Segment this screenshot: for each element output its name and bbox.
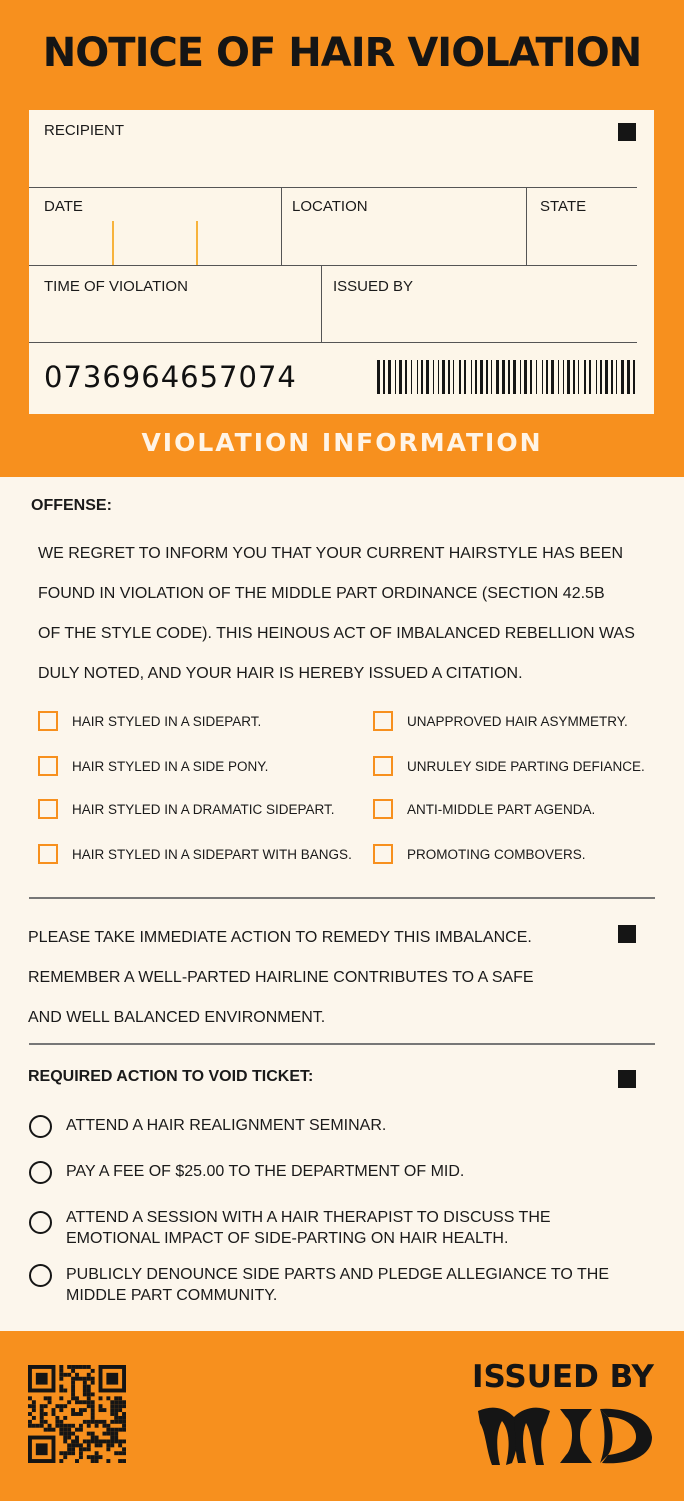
- ticket-footer: [0, 1331, 684, 1501]
- ticket-number: 0736964657074: [44, 360, 297, 394]
- option-label: ATTEND A SESSION WITH A HAIR THERAPIST TO DISCUSS THE EMOTIONAL IMPACT OF SIDE-PARTING ON HAIR HEALTH.: [66, 1209, 551, 1247]
- ticket-header: [0, 0, 684, 477]
- divider: [29, 187, 637, 188]
- radio-button[interactable]: [29, 1211, 52, 1234]
- checkbox-label: UNAPPROVED HAIR ASYMMETRY.: [407, 713, 628, 729]
- paragraph-line: OF THE STYLE CODE). THIS HEINOUS ACT OF IMBALANCED REBELLION WAS: [38, 625, 635, 642]
- checkbox-item[interactable]: [373, 711, 628, 731]
- paragraph-line: WE REGRET TO INFORM YOU THAT YOUR CURRENT HAIRSTYLE HAS BEEN: [38, 545, 623, 562]
- state-label: STATE: [540, 198, 587, 215]
- divider: [281, 187, 282, 265]
- checkbox-item[interactable]: [38, 844, 352, 864]
- notice-line: PLEASE TAKE IMMEDIATE ACTION TO REMEDY THIS IMBALANCE.: [28, 929, 532, 946]
- checkbox[interactable]: [38, 756, 58, 776]
- action-option[interactable]: [29, 1161, 646, 1184]
- checkbox-item[interactable]: [373, 756, 645, 776]
- checkbox-item[interactable]: [38, 799, 335, 819]
- option-label: PUBLICLY DENOUNCE SIDE PARTS AND PLEDGE ALLEGIANCE TO THE MIDDLE PART COMMUNITY.: [66, 1266, 609, 1304]
- checkbox-label: HAIR STYLED IN A DRAMATIC SIDEPART.: [72, 801, 335, 817]
- checkbox[interactable]: [373, 799, 393, 819]
- divider: [321, 265, 322, 342]
- date-separator: [112, 221, 114, 265]
- checkbox[interactable]: [38, 799, 58, 819]
- corner-square-icon: [618, 123, 636, 141]
- square-icon: [618, 925, 636, 943]
- option-label: ATTEND A HAIR REALIGNMENT SEMINAR.: [66, 1117, 387, 1134]
- square-icon: [618, 1070, 636, 1088]
- date-label: DATE: [44, 198, 83, 215]
- mid-logo: [474, 1403, 656, 1469]
- checkbox-label: HAIR STYLED IN A SIDE PONY.: [72, 758, 269, 774]
- notice-text: [28, 918, 534, 1038]
- page-title: NOTICE OF HAIR VIOLATION: [42, 30, 642, 76]
- checkbox-item[interactable]: [373, 844, 586, 864]
- barcode-icon: [377, 360, 637, 394]
- action-option[interactable]: [29, 1207, 646, 1249]
- checkbox[interactable]: [373, 844, 393, 864]
- required-action-label: REQUIRED ACTION TO VOID TICKET:: [28, 1068, 314, 1085]
- recipient-label: RECIPIENT: [44, 122, 125, 139]
- checkbox[interactable]: [373, 756, 393, 776]
- location-label: LOCATION: [292, 198, 368, 215]
- action-option[interactable]: [29, 1115, 646, 1138]
- checkbox-label: PROMOTING COMBOVERS.: [407, 846, 586, 862]
- qr-code-icon: [28, 1365, 126, 1463]
- checkbox-label: UNRULEY SIDE PARTING DEFIANCE.: [407, 758, 645, 774]
- divider: [29, 897, 655, 899]
- checkbox-label: HAIR STYLED IN A SIDEPART WITH BANGS.: [72, 846, 352, 862]
- divider: [29, 342, 637, 343]
- paragraph-line: DULY NOTED, AND YOUR HAIR IS HEREBY ISSUED A CITATION.: [38, 665, 523, 682]
- ticket-form: [29, 110, 654, 414]
- section-heading: VIOLATION INFORMATION: [141, 428, 543, 457]
- action-option[interactable]: [29, 1264, 646, 1306]
- date-separator: [196, 221, 198, 265]
- checkbox[interactable]: [38, 844, 58, 864]
- issued-by-title: ISSUED BY: [471, 1359, 654, 1395]
- option-label: PAY A FEE OF $25.00 TO THE DEPARTMENT OF MID.: [66, 1163, 465, 1180]
- divider: [29, 1043, 655, 1045]
- notice-line: REMEMBER A WELL-PARTED HAIRLINE CONTRIBUTES TO A SAFE: [28, 969, 534, 986]
- checkbox-item[interactable]: [38, 711, 261, 731]
- paragraph-line: FOUND IN VIOLATION OF THE MIDDLE PART ORDINANCE (SECTION 42.5B: [38, 585, 605, 602]
- checkbox[interactable]: [38, 711, 58, 731]
- divider: [526, 187, 527, 265]
- offense-label: OFFENSE:: [31, 497, 112, 514]
- divider: [29, 265, 637, 266]
- notice-line: AND WELL BALANCED ENVIRONMENT.: [28, 1009, 326, 1026]
- issued-by-label: ISSUED BY: [333, 278, 414, 295]
- radio-button[interactable]: [29, 1264, 52, 1287]
- checkbox[interactable]: [373, 711, 393, 731]
- radio-button[interactable]: [29, 1161, 52, 1184]
- offense-paragraph: [38, 534, 648, 694]
- checkbox-item[interactable]: [373, 799, 595, 819]
- checkbox-label: ANTI-MIDDLE PART AGENDA.: [407, 801, 596, 817]
- time-label: TIME OF VIOLATION: [44, 278, 188, 295]
- radio-button[interactable]: [29, 1115, 52, 1138]
- checkbox-item[interactable]: [38, 756, 268, 776]
- checkbox-label: HAIR STYLED IN A SIDEPART.: [72, 713, 262, 729]
